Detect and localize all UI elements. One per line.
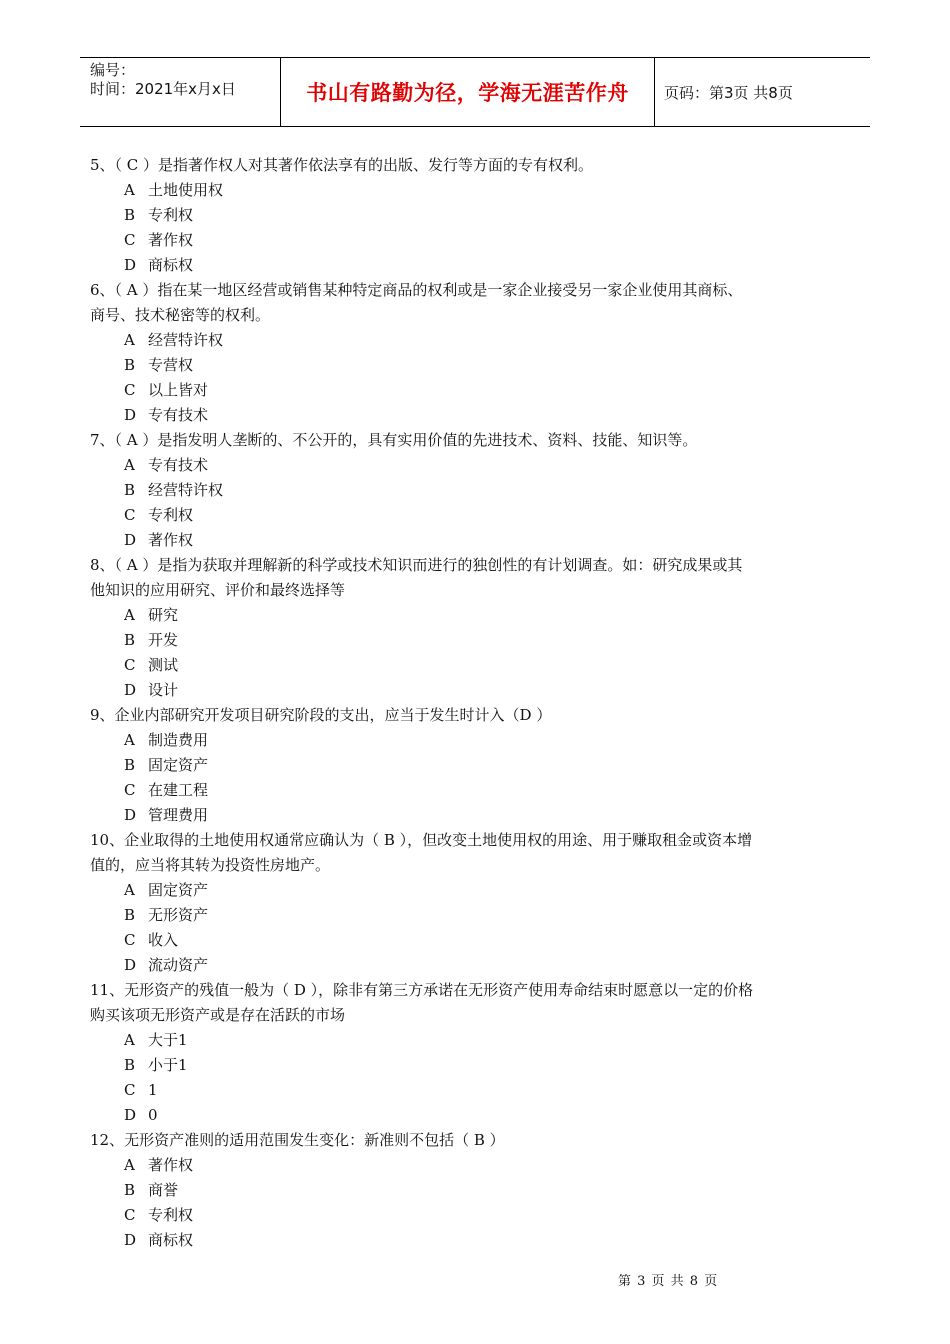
option-letter: D: [124, 681, 137, 699]
question-text: 9、企业内部研究开发项目研究阶段的支出，应当于发生时计入（D ）: [90, 706, 552, 724]
option-letter: A: [124, 456, 135, 474]
question-text: 商号、技术秘密等的权利。: [90, 306, 271, 324]
option-letter: D: [124, 956, 137, 974]
option-text: 著作权: [148, 1156, 194, 1174]
answer-option: [90, 453, 865, 478]
answer-option: [90, 903, 865, 928]
option-text: 测试: [148, 656, 179, 674]
option-text: 在建工程: [148, 781, 209, 799]
option-letter: B: [124, 356, 136, 374]
answer-option: [90, 228, 865, 253]
option-letter: B: [124, 631, 136, 649]
answer-option: [90, 328, 865, 353]
answer-option: [90, 528, 865, 553]
document-number: 编号：: [90, 61, 136, 79]
page-header: [80, 57, 870, 127]
question-item: [90, 828, 865, 978]
answer-option: [90, 1078, 865, 1103]
option-text: 著作权: [148, 231, 194, 249]
answer-option: [90, 203, 865, 228]
option-letter: B: [124, 206, 136, 224]
option-text: 以上皆对: [148, 381, 209, 399]
answer-option: [90, 753, 865, 778]
question-item: [90, 153, 865, 278]
option-text: 专营权: [148, 356, 194, 374]
option-letter: D: [124, 406, 137, 424]
header-motto: 书山有路勤为径，学海无涯苦作舟: [281, 58, 655, 126]
question-text: 10、企业取得的土地使用权通常应确认为（ B ），但改变土地使用权的用途、用于赚取租金或资本增: [90, 831, 753, 849]
answer-option: [90, 628, 865, 653]
option-letter: A: [124, 331, 135, 349]
option-text: 1: [148, 1081, 158, 1099]
option-text: 管理费用: [148, 806, 209, 824]
answer-option: [90, 1178, 865, 1203]
answer-option: [90, 803, 865, 828]
document-time: 时间：2021年x月x日: [90, 80, 236, 98]
option-text: 著作权: [148, 531, 194, 549]
option-text: 专有技术: [148, 406, 209, 424]
question-text: 12、无形资产准则的适用范围发生变化：新准则不包括（ B ）: [90, 1131, 505, 1149]
question-item: [90, 428, 865, 553]
answer-option: [90, 1203, 865, 1228]
option-letter: B: [124, 906, 136, 924]
answer-option: [90, 378, 865, 403]
option-letter: A: [124, 606, 135, 624]
option-text: 专利权: [148, 1206, 194, 1224]
option-text: 收入: [148, 931, 179, 949]
answer-option: [90, 178, 865, 203]
option-text: 固定资产: [148, 756, 209, 774]
option-text: 商标权: [148, 256, 194, 274]
question-item: [90, 978, 865, 1128]
option-text: 专利权: [148, 206, 194, 224]
question-item: [90, 553, 865, 703]
option-letter: D: [124, 1231, 137, 1249]
option-text: 研究: [148, 606, 179, 624]
answer-option: [90, 1153, 865, 1178]
answer-option: [90, 678, 865, 703]
option-text: 商标权: [148, 1231, 194, 1249]
option-text: 土地使用权: [148, 181, 224, 199]
answer-option: [90, 403, 865, 428]
question-text: 7、（ A ）是指发明人垄断的、不公开的，具有实用价值的先进技术、资料、技能、知识等。: [90, 431, 698, 449]
answer-option: [90, 603, 865, 628]
page-footer: 第 3 页 共 8 页: [618, 1274, 719, 1289]
question-list: [90, 153, 865, 1253]
answer-option: [90, 953, 865, 978]
answer-option: [90, 478, 865, 503]
question-text: 11、无形资产的残值一般为（ D ），除非有第三方承诺在无形资产使用寿命结束时愿意以一定的价格: [90, 981, 754, 999]
answer-option: [90, 1228, 865, 1253]
option-text: 专利权: [148, 506, 194, 524]
answer-option: [90, 878, 865, 903]
option-text: 经营特许权: [148, 481, 224, 499]
option-letter: B: [124, 1181, 136, 1199]
option-letter: C: [124, 231, 136, 249]
option-letter: A: [124, 1031, 135, 1049]
answer-option: [90, 503, 865, 528]
answer-option: [90, 728, 865, 753]
option-letter: A: [124, 181, 135, 199]
answer-option: [90, 928, 865, 953]
header-page-number: 页码：第3页 共8页: [664, 83, 793, 102]
option-text: 0: [148, 1106, 158, 1124]
option-letter: C: [124, 1081, 136, 1099]
option-letter: B: [124, 1056, 136, 1074]
option-text: 开发: [148, 631, 179, 649]
option-text: 小于1: [148, 1056, 188, 1074]
option-text: 大于1: [148, 1031, 188, 1049]
option-letter: A: [124, 881, 135, 899]
answer-option: [90, 353, 865, 378]
answer-option: [90, 1103, 865, 1128]
option-letter: C: [124, 506, 136, 524]
answer-option: [90, 653, 865, 678]
option-text: 流动资产: [148, 956, 209, 974]
option-text: 制造费用: [148, 731, 209, 749]
option-letter: B: [124, 756, 136, 774]
question-item: [90, 278, 865, 428]
question-text: 他知识的应用研究、评价和最终选择等: [90, 581, 346, 599]
option-letter: A: [124, 731, 135, 749]
question-text: 值的，应当将其转为投资性房地产。: [90, 856, 331, 874]
answer-option: [90, 1053, 865, 1078]
option-letter: C: [124, 931, 136, 949]
option-letter: C: [124, 1206, 136, 1224]
option-text: 无形资产: [148, 906, 209, 924]
answer-option: [90, 778, 865, 803]
option-letter: D: [124, 1106, 137, 1124]
option-text: 固定资产: [148, 881, 209, 899]
question-text: 8、（ A ）是指为获取并理解新的科学或技术知识而进行的独创性的有计划调查。如：研究成果或其: [90, 556, 743, 574]
option-text: 经营特许权: [148, 331, 224, 349]
option-letter: B: [124, 481, 136, 499]
option-text: 专有技术: [148, 456, 209, 474]
question-item: [90, 703, 865, 828]
answer-option: [90, 1028, 865, 1053]
option-letter: C: [124, 781, 136, 799]
option-letter: A: [124, 1156, 135, 1174]
option-letter: D: [124, 531, 137, 549]
header-meta: [80, 58, 281, 126]
option-text: 商誉: [148, 1181, 179, 1199]
option-text: 设计: [148, 681, 179, 699]
option-letter: C: [124, 381, 136, 399]
option-letter: D: [124, 256, 137, 274]
option-letter: C: [124, 656, 136, 674]
question-item: [90, 1128, 865, 1253]
option-letter: D: [124, 806, 137, 824]
question-text: 6、（ A ）指在某一地区经营或销售某种特定商品的权利或是一家企业接受另一家企业使用其商标、: [90, 281, 743, 299]
question-text: 购买该项无形资产或是存在活跃的市场: [90, 1006, 346, 1024]
answer-option: [90, 253, 865, 278]
question-text: 5、（ C ）是指著作权人对其著作依法享有的出版、发行等方面的专有权利。: [90, 156, 594, 174]
